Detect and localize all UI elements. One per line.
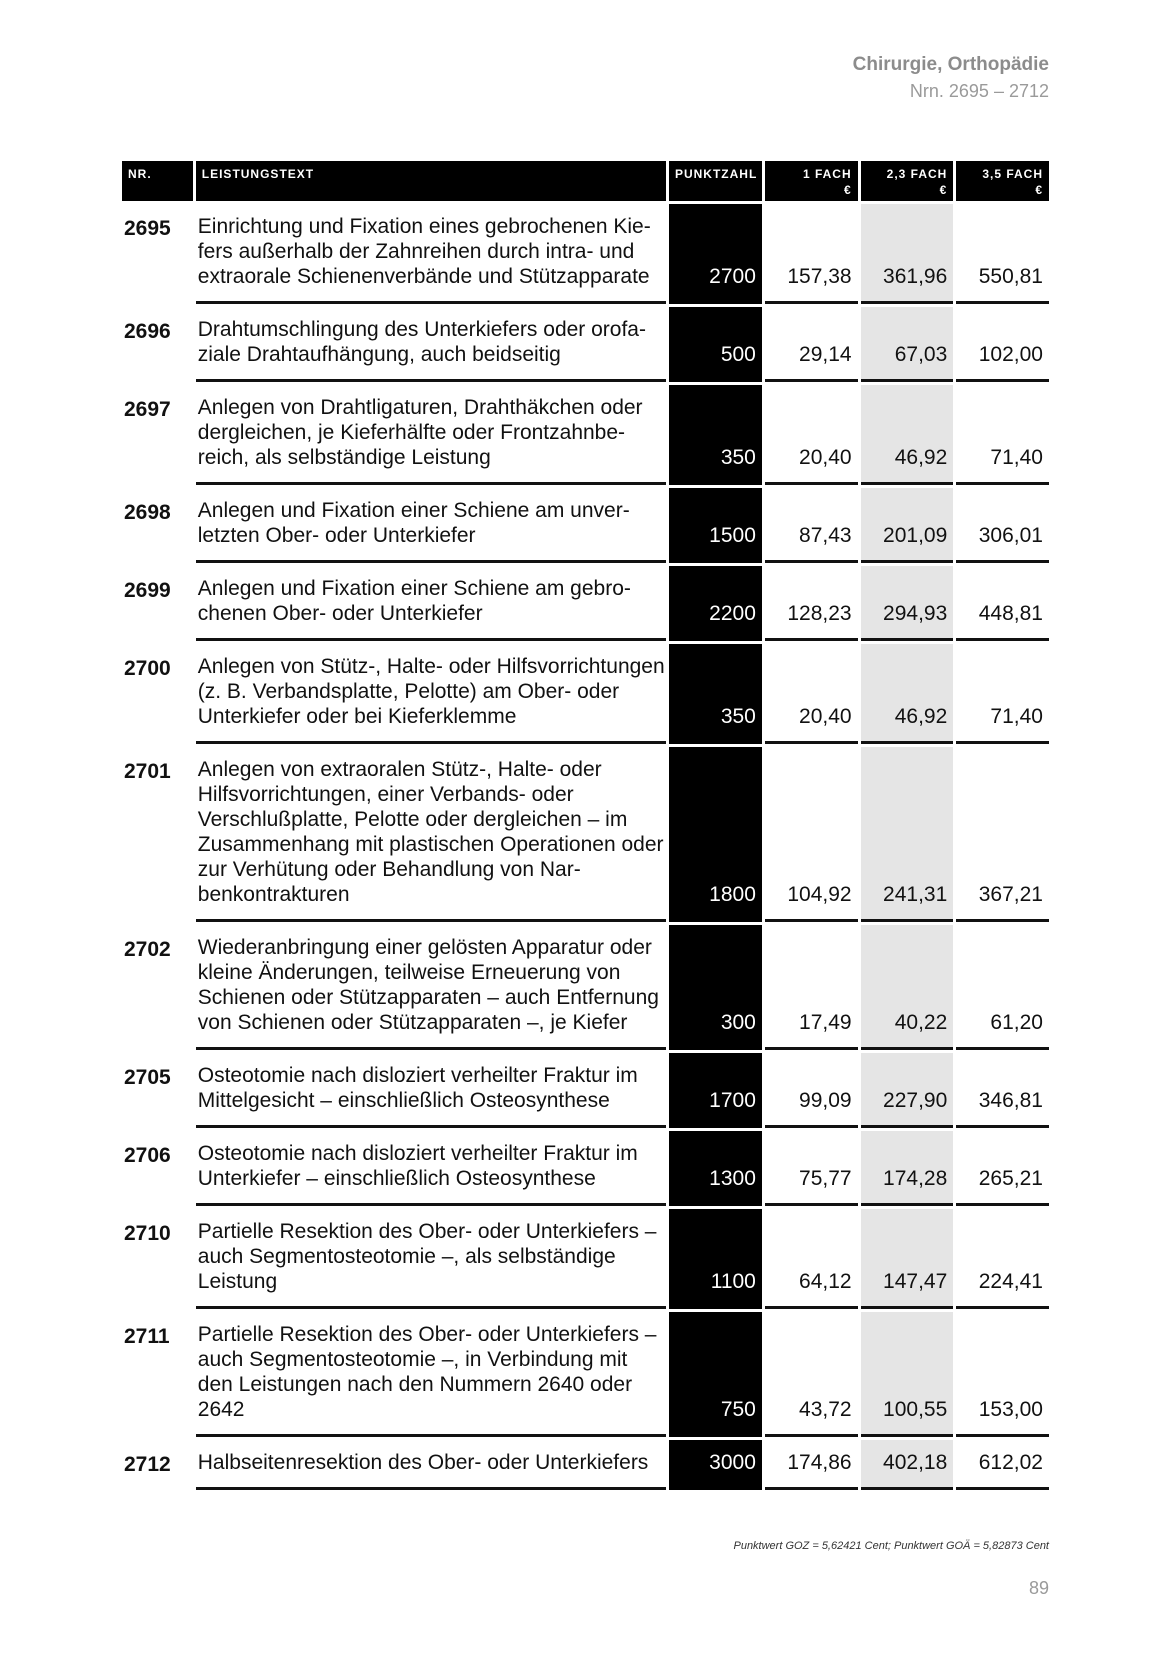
header-35fach xyxy=(956,161,1049,201)
row-number: 2710 xyxy=(124,1222,171,1245)
header-35fach-label: 3,5 FACH xyxy=(982,167,1044,181)
row-leistungstext: Osteotomie nach disloziert verheilter Fraktur im Mittelgesicht – einschließlich Osteosynthese xyxy=(196,1053,666,1128)
row-23fach: 46,92 xyxy=(861,644,954,744)
row-23fach: 227,90 xyxy=(861,1053,954,1128)
row-35fach: 102,00 xyxy=(956,307,1049,382)
table-row xyxy=(122,566,1049,641)
row-punktzahl: 2700 xyxy=(669,204,762,304)
row-35fach: 153,00 xyxy=(956,1312,1049,1437)
header-nr: NR. xyxy=(122,161,193,201)
footnote: Punktwert GOZ = 5,62421 Cent; Punktwert GOÄ = 5,82873 Cent xyxy=(733,1540,1049,1552)
row-punktzahl: 750 xyxy=(669,1312,762,1437)
row-35fach: 265,21 xyxy=(956,1131,1049,1206)
row-number: 2699 xyxy=(124,579,171,602)
row-number: 2698 xyxy=(124,501,171,524)
table-row xyxy=(122,1209,1049,1309)
header-23fach-label: 2,3 FACH xyxy=(886,167,948,181)
row-number: 2697 xyxy=(124,398,171,421)
row-35fach: 550,81 xyxy=(956,204,1049,304)
header-punktzahl: PUNKTZAHL xyxy=(669,161,762,201)
row-number: 2711 xyxy=(124,1325,170,1348)
row-punktzahl: 1500 xyxy=(669,488,762,563)
row-1fach: 43,72 xyxy=(765,1312,858,1437)
row-punktzahl: 1700 xyxy=(669,1053,762,1128)
row-35fach: 612,02 xyxy=(956,1440,1049,1490)
row-23fach: 294,93 xyxy=(861,566,954,641)
row-punktzahl: 350 xyxy=(669,385,762,485)
row-leistungstext: Anlegen von Stütz-, Halte- oder Hilfsvorrichtungen (z. B. Verbandsplatte, Pelotte) am Ober- oder Unterkiefer oder bei Kieferklemme xyxy=(196,644,666,744)
table-row xyxy=(122,1440,1049,1490)
row-punktzahl: 1800 xyxy=(669,747,762,922)
row-number: 2695 xyxy=(124,217,171,240)
header-1fach xyxy=(765,161,858,201)
row-23fach: 67,03 xyxy=(861,307,954,382)
table-row xyxy=(122,747,1049,922)
row-23fach: 201,09 xyxy=(861,488,954,563)
row-35fach: 346,81 xyxy=(956,1053,1049,1128)
table-header-row xyxy=(122,161,1049,201)
row-number: 2706 xyxy=(124,1144,171,1167)
row-1fach: 157,38 xyxy=(765,204,858,304)
row-1fach: 20,40 xyxy=(765,644,858,744)
row-1fach: 29,14 xyxy=(765,307,858,382)
row-punktzahl: 2200 xyxy=(669,566,762,641)
header-23fach-unit: € xyxy=(939,183,948,197)
row-number: 2712 xyxy=(124,1453,171,1476)
row-punktzahl: 1300 xyxy=(669,1131,762,1206)
row-punktzahl: 1100 xyxy=(669,1209,762,1309)
row-leistungstext: Anlegen von extraoralen Stütz-, Halte- oder Hilfsvorrichtungen, einer Verbands- oder Verschlußplatte, Pelotte oder dergleichen – im Zusammenhang mit plastischen Operationen oder zur Verhütung oder Behandlung von Narbenkontrakturen xyxy=(196,747,666,922)
table-row xyxy=(122,385,1049,485)
row-leistungstext: Einrichtung und Fixation eines gebrochenen Kiefers außerhalb der Zahnreihen durch intra- und extraorale Schienenverbände und Stützapparate xyxy=(196,204,666,304)
row-leistungstext: Osteotomie nach disloziert verheilter Fraktur im Unterkiefer – einschließlich Osteosynthese xyxy=(196,1131,666,1206)
header-35fach-unit: € xyxy=(1035,183,1044,197)
row-23fach: 100,55 xyxy=(861,1312,954,1437)
table-row xyxy=(122,1131,1049,1206)
row-1fach: 75,77 xyxy=(765,1131,858,1206)
row-23fach: 361,96 xyxy=(861,204,954,304)
row-35fach: 448,81 xyxy=(956,566,1049,641)
header-23fach xyxy=(861,161,954,201)
row-23fach: 241,31 xyxy=(861,747,954,922)
row-23fach: 40,22 xyxy=(861,925,954,1050)
row-number: 2696 xyxy=(124,320,171,343)
table-row xyxy=(122,488,1049,563)
row-35fach: 71,40 xyxy=(956,644,1049,744)
row-23fach: 46,92 xyxy=(861,385,954,485)
section-title: Chirurgie, Orthopädie xyxy=(852,54,1049,75)
header-1fach-unit: € xyxy=(843,183,852,197)
row-23fach: 174,28 xyxy=(861,1131,954,1206)
row-leistungstext: Wiederanbringung einer gelösten Apparatur oder kleine Änderungen, teilweise Erneuerung von Schienen oder Stützapparaten – auch Entfernung von Schienen oder Stützapparaten –, je Kiefer xyxy=(196,925,666,1050)
number-range: Nrn. 2695 – 2712 xyxy=(909,81,1049,101)
row-leistungstext: Partielle Resektion des Ober- oder Unterkiefers – auch Segmentosteotomie –, in Verbindung mit den Leistungen nach den Nummern 2640 oder 2642 xyxy=(196,1312,666,1437)
row-punktzahl: 300 xyxy=(669,925,762,1050)
row-1fach: 64,12 xyxy=(765,1209,858,1309)
row-1fach: 174,86 xyxy=(765,1440,858,1490)
row-leistungstext: Halbseitenresektion des Ober- oder Unterkiefers xyxy=(196,1440,666,1490)
row-leistungstext: Drahtumschlingung des Unterkiefers oder orofaziale Drahtaufhängung, auch beidseitig xyxy=(196,307,666,382)
row-punktzahl: 500 xyxy=(669,307,762,382)
table-row xyxy=(122,1053,1049,1128)
row-35fach: 61,20 xyxy=(956,925,1049,1050)
table-row xyxy=(122,204,1049,304)
table-row xyxy=(122,925,1049,1050)
row-leistungstext: Partielle Resektion des Ober- oder Unterkiefers – auch Segmentosteotomie –, als selbständige Leistung xyxy=(196,1209,666,1309)
row-number: 2700 xyxy=(124,657,171,680)
row-number: 2705 xyxy=(124,1066,171,1089)
table-row xyxy=(122,644,1049,744)
table-row xyxy=(122,307,1049,382)
row-1fach: 104,92 xyxy=(765,747,858,922)
page-header xyxy=(853,52,1049,104)
row-35fach: 71,40 xyxy=(956,385,1049,485)
fee-table xyxy=(122,161,1049,1490)
row-23fach: 147,47 xyxy=(861,1209,954,1309)
row-1fach: 17,49 xyxy=(765,925,858,1050)
row-35fach: 306,01 xyxy=(956,488,1049,563)
row-1fach: 99,09 xyxy=(765,1053,858,1128)
row-1fach: 87,43 xyxy=(765,488,858,563)
row-punktzahl: 350 xyxy=(669,644,762,744)
row-number: 2702 xyxy=(124,938,171,961)
row-leistungstext: Anlegen und Fixation einer Schiene am unverletzten Ober- oder Unterkiefer xyxy=(196,488,666,563)
page-number: 89 xyxy=(1028,1578,1049,1598)
row-leistungstext: Anlegen und Fixation einer Schiene am gebrochenen Ober- oder Unterkiefer xyxy=(196,566,666,641)
row-leistungstext: Anlegen von Drahtligaturen, Drahthäkchen oder dergleichen, je Kieferhälfte oder Frontzahnbereich, als selbständige Leistung xyxy=(196,385,666,485)
row-35fach: 224,41 xyxy=(956,1209,1049,1309)
row-35fach: 367,21 xyxy=(956,747,1049,922)
header-leistungstext: LEISTUNGSTEXT xyxy=(196,161,666,201)
row-1fach: 128,23 xyxy=(765,566,858,641)
row-1fach: 20,40 xyxy=(765,385,858,485)
header-1fach-label: 1 FACH xyxy=(802,167,852,181)
row-number: 2701 xyxy=(124,760,171,783)
row-punktzahl: 3000 xyxy=(669,1440,762,1490)
row-23fach: 402,18 xyxy=(861,1440,954,1490)
table-body xyxy=(122,204,1049,1490)
table-row xyxy=(122,1312,1049,1437)
